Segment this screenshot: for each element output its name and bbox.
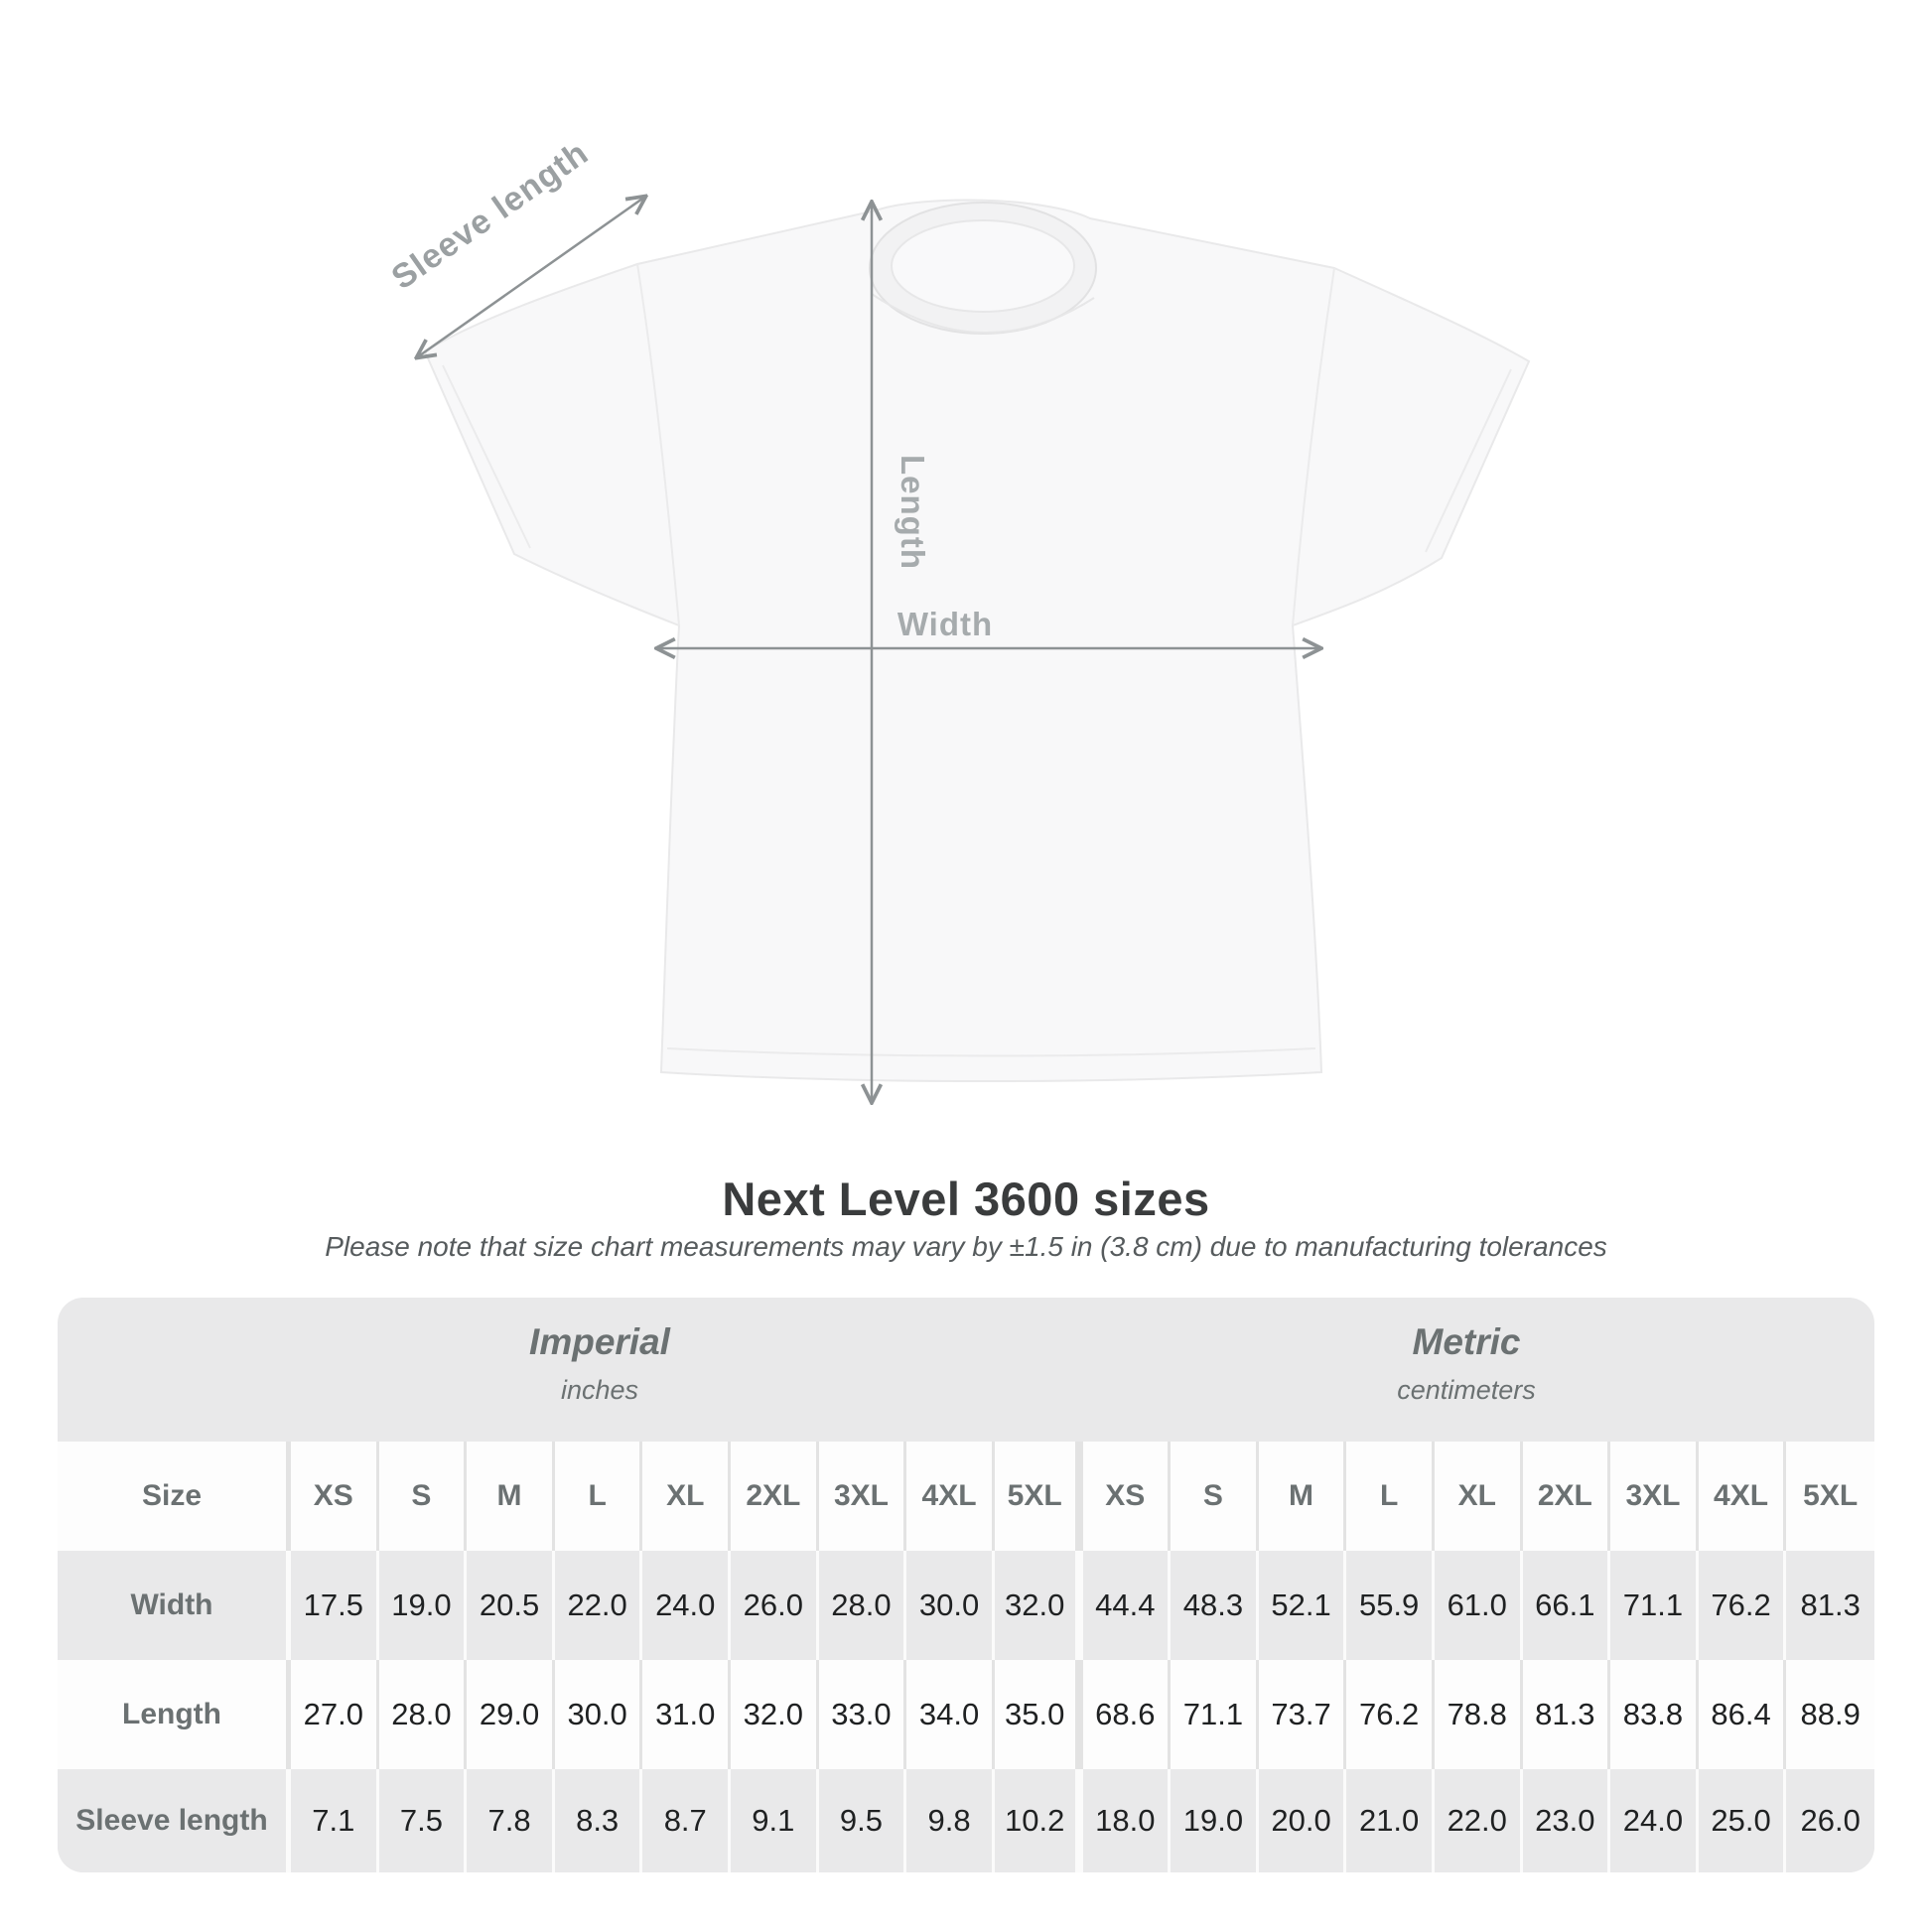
width-metric-s: 48.3 xyxy=(1171,1551,1259,1660)
imperial-size-col-3xl: 3XL xyxy=(819,1442,907,1551)
width-imperial-l: 22.0 xyxy=(555,1551,643,1660)
sleeve-length-metric-l: 21.0 xyxy=(1346,1769,1435,1872)
metric-group-unit: centimeters xyxy=(1397,1375,1536,1405)
metric-size-col-5xl: 5XL xyxy=(1803,1479,1859,1512)
length-metric-5xl: 88.9 xyxy=(1800,1697,1861,1731)
width-row xyxy=(58,1551,1874,1660)
width-metric-xs: 44.4 xyxy=(1083,1551,1172,1660)
length-metric-s: 71.1 xyxy=(1171,1660,1259,1769)
metric-size-col-4xl: 4XL xyxy=(1699,1442,1787,1551)
length-imperial-5xl: 35.0 xyxy=(995,1660,1083,1769)
metric-group-header xyxy=(1397,1321,1536,1406)
imperial-group-name: Imperial xyxy=(529,1321,670,1362)
length-imperial-3xl: 33.0 xyxy=(819,1660,907,1769)
imperial-size-col-4xl: 4XL xyxy=(906,1442,995,1551)
metric-size-col-m: M xyxy=(1259,1442,1347,1551)
width-metric-3xl: 71.1 xyxy=(1610,1551,1699,1660)
sleeve-length-metric-5xl: 26.0 xyxy=(1800,1803,1861,1838)
sleeve-length-label: Sleeve length xyxy=(384,133,596,298)
width-imperial-2xl: 26.0 xyxy=(731,1551,819,1660)
size-table xyxy=(58,1298,1874,1872)
width-imperial-xs: 17.5 xyxy=(291,1551,379,1660)
metric-size-col-3xl: 3XL xyxy=(1610,1442,1699,1551)
width-metric-5xl: 81.3 xyxy=(1800,1587,1861,1622)
length-metric-l: 76.2 xyxy=(1346,1660,1435,1769)
sleeve-length-imperial-3xl: 9.5 xyxy=(819,1769,907,1872)
width-imperial-m: 20.5 xyxy=(467,1551,555,1660)
page-title: Next Level 3600 sizes xyxy=(722,1173,1210,1225)
metric-size-col-2xl: 2XL xyxy=(1523,1442,1611,1551)
tolerance-note: Please note that size chart measurements may vary by ±1.5 in (3.8 cm) due to manufacturing tolerances xyxy=(325,1231,1607,1262)
imperial-size-col-l: L xyxy=(555,1442,643,1551)
sleeve-length-metric-3xl: 24.0 xyxy=(1610,1769,1699,1872)
width-metric-xl: 61.0 xyxy=(1435,1551,1523,1660)
length-imperial-2xl: 32.0 xyxy=(731,1660,819,1769)
metric-size-col-l: L xyxy=(1346,1442,1435,1551)
metric-size-col-xl: XL xyxy=(1435,1442,1523,1551)
length-metric-xs: 68.6 xyxy=(1083,1660,1172,1769)
sleeve-length-metric-xl: 22.0 xyxy=(1435,1769,1523,1872)
sleeve-length-imperial-4xl: 9.8 xyxy=(906,1769,995,1872)
imperial-size-col-5xl: 5XL xyxy=(995,1442,1083,1551)
sleeve-length-imperial-l: 8.3 xyxy=(555,1769,643,1872)
width-metric-2xl: 66.1 xyxy=(1523,1551,1611,1660)
sleeve-length-imperial-m: 7.8 xyxy=(467,1769,555,1872)
sleeve-length-imperial-5xl: 10.2 xyxy=(995,1769,1083,1872)
size-header-row xyxy=(58,1442,1874,1551)
imperial-size-col-m: M xyxy=(467,1442,555,1551)
length-row xyxy=(58,1660,1874,1769)
sleeve-length-metric-s: 19.0 xyxy=(1171,1769,1259,1872)
metric-group-name: Metric xyxy=(1412,1321,1521,1362)
sleeve-length-imperial-2xl: 9.1 xyxy=(731,1769,819,1872)
metric-size-col-s: S xyxy=(1171,1442,1259,1551)
row-label-sleeve-length: Sleeve length xyxy=(58,1769,291,1872)
imperial-size-col-s: S xyxy=(379,1442,468,1551)
width-imperial-5xl: 32.0 xyxy=(995,1551,1083,1660)
sleeve-length-metric-4xl: 25.0 xyxy=(1699,1769,1787,1872)
width-metric-l: 55.9 xyxy=(1346,1551,1435,1660)
imperial-size-col-2xl: 2XL xyxy=(731,1442,819,1551)
sleeve-length-imperial-xs: 7.1 xyxy=(291,1769,379,1872)
sleeve-length-imperial-s: 7.5 xyxy=(379,1769,468,1872)
sleeve-length-metric-m: 20.0 xyxy=(1259,1769,1347,1872)
size-table-rows xyxy=(58,1442,1874,1872)
length-metric-3xl: 83.8 xyxy=(1610,1660,1699,1769)
sleeve-length-imperial-xl: 8.7 xyxy=(642,1769,731,1872)
sleeve-length-row xyxy=(58,1769,1874,1872)
width-imperial-s: 19.0 xyxy=(379,1551,468,1660)
row-label-length: Length xyxy=(58,1660,291,1769)
imperial-size-col-xs: XS xyxy=(291,1442,379,1551)
imperial-size-col-xl: XL xyxy=(642,1442,731,1551)
length-imperial-m: 29.0 xyxy=(467,1660,555,1769)
length-imperial-xl: 31.0 xyxy=(642,1660,731,1769)
sleeve-length-metric-2xl: 23.0 xyxy=(1523,1769,1611,1872)
length-imperial-s: 28.0 xyxy=(379,1660,468,1769)
length-metric-4xl: 86.4 xyxy=(1699,1660,1787,1769)
row-label-width: Width xyxy=(58,1551,291,1660)
metric-size-col-xs: XS xyxy=(1083,1442,1172,1551)
width-metric-m: 52.1 xyxy=(1259,1551,1347,1660)
length-metric-m: 73.7 xyxy=(1259,1660,1347,1769)
width-metric-4xl: 76.2 xyxy=(1699,1551,1787,1660)
width-imperial-3xl: 28.0 xyxy=(819,1551,907,1660)
unit-group-header-band xyxy=(58,1298,1874,1442)
length-imperial-l: 30.0 xyxy=(555,1660,643,1769)
length-label: Length xyxy=(895,455,931,570)
imperial-group-header xyxy=(529,1321,670,1406)
length-imperial-xs: 27.0 xyxy=(291,1660,379,1769)
width-label: Width xyxy=(897,606,994,642)
length-metric-2xl: 81.3 xyxy=(1523,1660,1611,1769)
imperial-group-unit: inches xyxy=(560,1375,639,1405)
collar-inner xyxy=(892,220,1074,312)
size-corner-header: Size xyxy=(58,1442,291,1551)
width-imperial-xl: 24.0 xyxy=(642,1551,731,1660)
length-metric-xl: 78.8 xyxy=(1435,1660,1523,1769)
width-imperial-4xl: 30.0 xyxy=(906,1551,995,1660)
length-imperial-4xl: 34.0 xyxy=(906,1660,995,1769)
sleeve-length-metric-xs: 18.0 xyxy=(1083,1769,1172,1872)
